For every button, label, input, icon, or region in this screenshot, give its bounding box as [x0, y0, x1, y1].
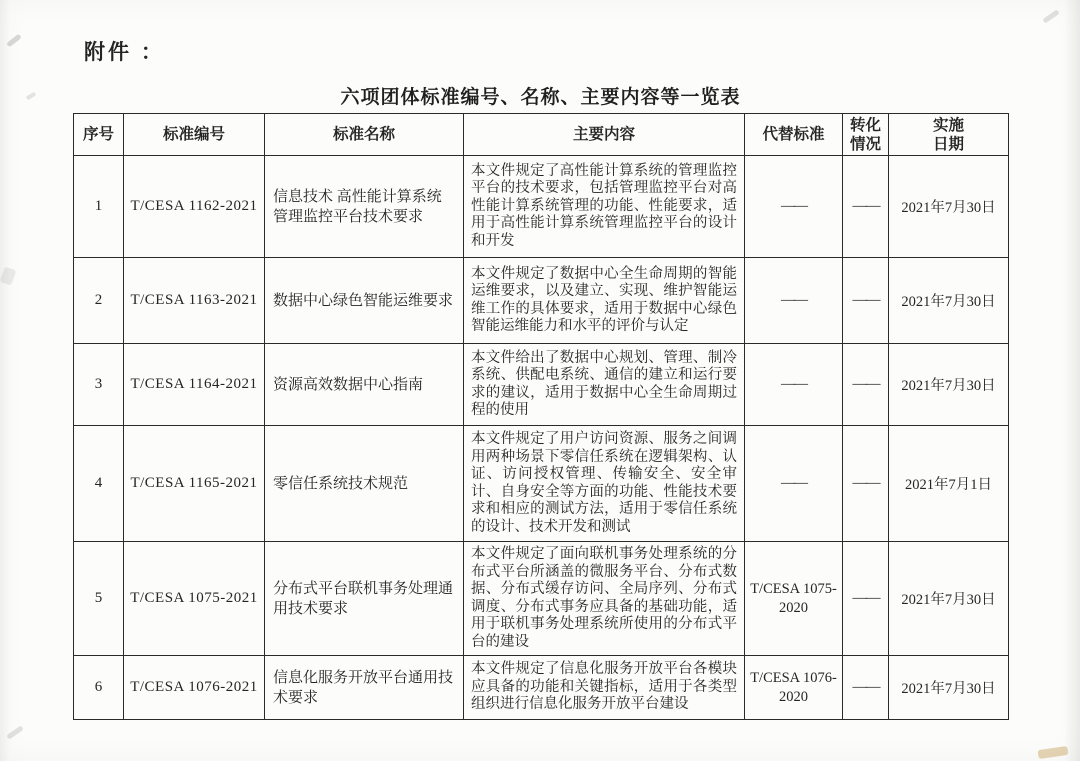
col-header-label: 情况	[849, 135, 881, 153]
col-header-label: 标准名称	[332, 126, 395, 143]
cell-standard-name: 零信任系统技术规范	[265, 426, 464, 542]
dash-placeholder: ——	[781, 292, 806, 308]
cell-standard-name: 数据中心绿色智能运维要求	[265, 258, 464, 344]
cell-conversion-status	[843, 542, 889, 656]
page-title: 六项团体标准编号、名称、主要内容等一览表	[340, 87, 741, 108]
cell-standard-code: T/CESA 1076-2021	[124, 656, 265, 720]
col-header-conversion	[843, 114, 889, 156]
cell-standard-code: T/CESA 1164-2021	[124, 344, 265, 426]
cell-main-content: 本文件规定了信息化服务开放平台各模块应具备的功能和关键指标，适用于各类型组织进行信息化服务开放平台建设	[464, 656, 745, 720]
cell-standard-code: T/CESA 1163-2021	[124, 258, 265, 344]
dash-placeholder: ——	[781, 475, 806, 491]
dash-placeholder: ——	[852, 475, 879, 491]
cell-implementation-date: 2021年7月30日	[889, 156, 1009, 258]
col-header-date	[889, 114, 1009, 156]
cell-implementation-date: 2021年7月30日	[889, 258, 1009, 344]
cell-main-content: 本文件规定了面向联机事务处理系统的分布式平台所涵盖的微服务平台、分布式数据、分布式缓存访问、全局序列、分布式调度、分布式事务应具备的基础功能，适用于联机事务处理系统所使用的分布式平台的建设	[464, 542, 745, 656]
dash-placeholder: ——	[852, 590, 879, 606]
cell-standard-name: 信息技术 高性能计算系统管理监控平台技术要求	[265, 156, 464, 258]
col-header-label: 标准编号	[162, 126, 225, 143]
dash-placeholder: ——	[852, 679, 879, 695]
cell-implementation-date: 2021年7月1日	[889, 426, 1009, 542]
table-row	[74, 426, 1009, 542]
cell-implementation-date: 2021年7月30日	[889, 344, 1009, 426]
attachment-label: 附件 ：	[84, 41, 165, 64]
cell-standard-code: T/CESA 1165-2021	[124, 426, 265, 542]
table-row	[74, 156, 1009, 258]
cell-replaced-standard	[745, 426, 843, 542]
cell-conversion-status	[843, 344, 889, 426]
cell-standard-code: T/CESA 1075-2021	[124, 542, 265, 656]
dash-placeholder: ——	[781, 198, 806, 214]
cell-standard-name: 信息化服务开放平台通用技术要求	[265, 656, 464, 720]
cell-conversion-status	[843, 156, 889, 258]
scan-artifact	[26, 92, 37, 100]
scan-edge-shadow	[0, 0, 10, 761]
cell-main-content: 本文件给出了数据中心规划、管理、制冷系统、供配电系统、通信的建立和运行要求的建议，适用于数据中心全生命周期过程的使用	[464, 344, 745, 426]
cell-standard-name: 分布式平台联机事务处理通用技术要求	[265, 542, 464, 656]
scan-edge-shadow	[1064, 0, 1080, 761]
col-header-replaced	[745, 114, 843, 156]
cell-main-content: 本文件规定了数据中心全生命周期的智能运维要求，以及建立、实现、维护智能运维工作的具体要求，适用于数据中心绿色智能运维能力和水平的评价与认定	[464, 258, 745, 344]
table-header-row	[74, 114, 1009, 156]
cell-replaced-standard: T/CESA 1076-2020	[745, 656, 843, 720]
cell-seq: 3	[74, 344, 124, 426]
col-header-name	[265, 114, 464, 156]
cell-seq: 4	[74, 426, 124, 542]
cell-replaced-standard	[745, 258, 843, 344]
cell-replaced-standard	[745, 344, 843, 426]
cell-main-content: 本文件规定了用户访问资源、服务之间调用两种场景下零信任系统在逻辑架构、认证、访问授权管理、传输安全、安全审计、自身安全等方面的功能、性能技术要求和相应的测试方法，适用于零信任系统的设计、技术开发和测试	[464, 426, 745, 542]
col-header-label: 转化	[849, 116, 881, 134]
col-header-content	[464, 114, 745, 156]
cell-conversion-status	[843, 656, 889, 720]
table-row	[74, 258, 1009, 344]
cell-replaced-standard	[745, 156, 843, 258]
cell-standard-code: T/CESA 1162-2021	[124, 156, 265, 258]
dash-placeholder: ——	[852, 376, 879, 392]
cell-conversion-status	[843, 258, 889, 344]
table-row	[74, 542, 1009, 656]
dash-placeholder: ——	[781, 376, 806, 392]
cell-standard-name: 资源高效数据中心指南	[265, 344, 464, 426]
table-row	[74, 656, 1009, 720]
cell-seq: 5	[74, 542, 124, 656]
cell-seq: 2	[74, 258, 124, 344]
cell-main-content: 本文件规定了高性能计算系统的管理监控平台的技术要求，包括管理监控平台对高性能计算系统管理的功能、性能要求，适用于高性能计算系统管理监控平台的设计和开发	[464, 156, 745, 258]
col-header-seq	[74, 114, 124, 156]
cell-implementation-date: 2021年7月30日	[889, 656, 1009, 720]
cell-conversion-status	[843, 426, 889, 542]
cell-seq: 6	[74, 656, 124, 720]
table-row	[74, 344, 1009, 426]
cell-implementation-date: 2021年7月30日	[889, 542, 1009, 656]
scan-artifact	[1042, 9, 1060, 23]
col-header-label: 主要内容	[572, 126, 635, 143]
standards-table	[73, 113, 1009, 720]
col-header-code	[124, 114, 265, 156]
cell-seq: 1	[74, 156, 124, 258]
col-header-label: 实施	[932, 116, 964, 134]
col-header-label: 代替标准	[762, 126, 825, 143]
col-header-label: 日期	[932, 135, 964, 153]
dash-placeholder: ——	[852, 198, 879, 214]
col-header-label: 序号	[82, 126, 114, 143]
dash-placeholder: ——	[852, 292, 879, 308]
cell-replaced-standard: T/CESA 1075-2020	[745, 542, 843, 656]
